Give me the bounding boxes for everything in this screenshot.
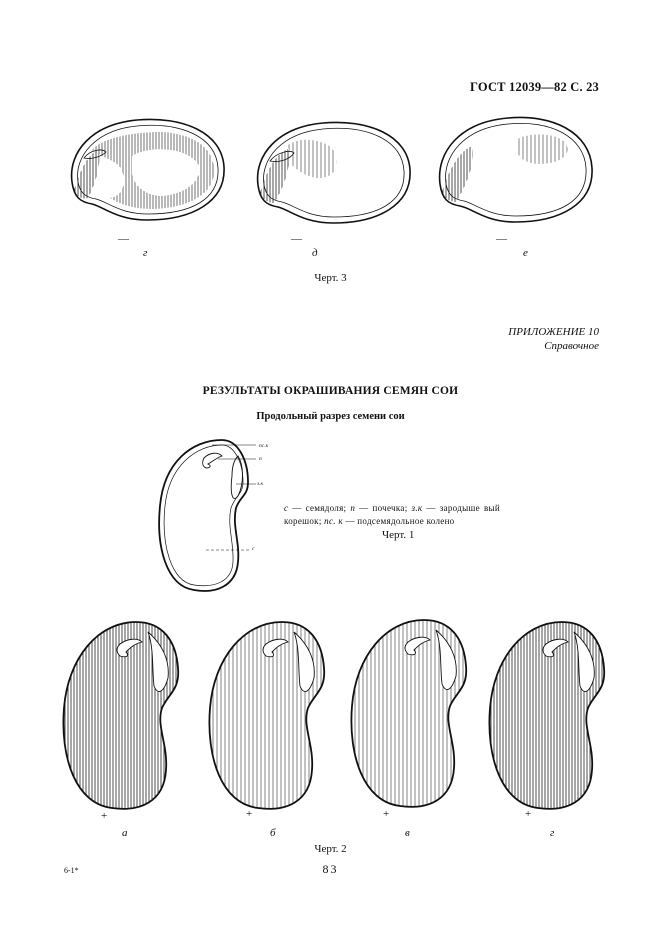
fig2-letter-g: г (550, 827, 555, 839)
legend-text-s: — семядоля; (288, 503, 351, 513)
fig3-caption: Черт. 3 (314, 272, 347, 284)
fig1-label-p: п (259, 456, 262, 462)
appendix-type: Справочное (544, 340, 599, 352)
fig3-seed-d (248, 115, 418, 235)
fig1-label-ps-k: пс.к (259, 443, 269, 449)
fig2-letter-v: в (405, 827, 410, 839)
page-header: ГОСТ 12039—82 С. 23 (470, 80, 599, 94)
fig2-sign-v: + (383, 808, 390, 820)
section-subtitle: Продольный разрез семени сои (256, 411, 405, 422)
legend-sym-psk: пс. к (324, 516, 343, 526)
fig1-label-z-k: з.к (257, 481, 264, 487)
appendix-label: ПРИЛОЖЕНИЕ 10 (508, 326, 599, 338)
legend-sym-zk: з.к (411, 503, 423, 513)
fig2-sign-g: + (525, 808, 532, 820)
fig3-sign-g: — (118, 233, 129, 245)
fig2-seed-g (484, 618, 612, 814)
fig3-letter-e: е (523, 247, 528, 259)
section-title: РЕЗУЛЬТАТЫ ОКРАШИВАНИЯ СЕМЯН СОИ (202, 385, 459, 397)
fig3-letter-g: г (143, 247, 148, 259)
fig1-seed-section (152, 436, 272, 594)
legend-sym-s: с (284, 503, 289, 513)
fig2-letter-b: б (270, 827, 276, 839)
fig3-seed-e (430, 110, 600, 235)
fig2-sign-b: + (246, 808, 253, 820)
fig3-sign-d: — (291, 233, 302, 245)
fig1-legend (284, 502, 500, 528)
fig1-label-s: с (252, 546, 255, 552)
legend-text-zk: — зародыше вый корешок; (284, 503, 500, 526)
legend-text-psk: — подсемядольное колено (342, 516, 455, 526)
footer-code: 6-1* (64, 866, 79, 875)
fig2-seed-v (346, 616, 474, 812)
fig3-letter-d: д (312, 247, 318, 259)
fig3-seed-g (62, 112, 232, 232)
fig2-seed-a (58, 618, 186, 814)
fig2-sign-a: + (101, 810, 108, 822)
legend-sym-p: п (350, 503, 356, 513)
appendix-block (508, 325, 599, 353)
fig2-letter-a: а (122, 827, 128, 839)
fig2-seed-b (204, 618, 332, 814)
fig1-caption: Черт. 1 (382, 529, 415, 541)
legend-text-p: — почечка; (355, 503, 412, 513)
page-number: 83 (322, 862, 339, 876)
fig2-caption: Черт. 2 (314, 843, 347, 855)
fig3-sign-e: — (496, 233, 507, 245)
